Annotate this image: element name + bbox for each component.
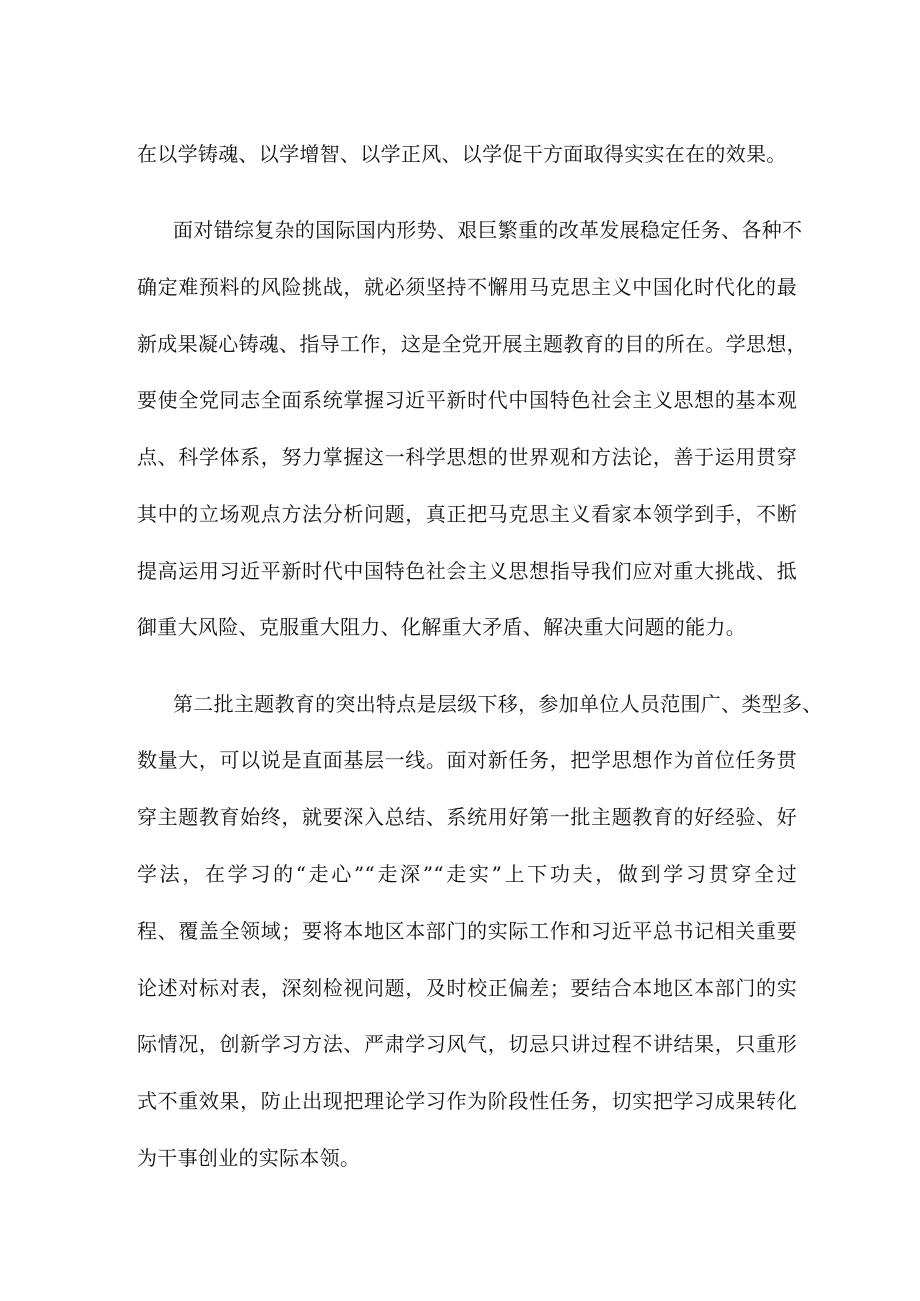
text-line: 提高运用习近平新时代中国特色社会主义思想指导我们应对重大挑战、抵 (137, 559, 797, 583)
text-line: 其中的立场观点方法分析问题，真正把马克思主义看家本领学到手，不断 (137, 502, 797, 526)
text-line: 式不重效果，防止出现把理论学习作为阶段性任务，切实把学习成果转化 (137, 1089, 797, 1113)
text-line: 要使全党同志全面系统掌握习近平新时代中国特色社会主义思想的基本观 (137, 388, 797, 412)
text-line: 面对错综复杂的国际国内形势、艰巨繁重的改革发展稳定任务、各种不 (173, 218, 803, 242)
text-line: 论述对标对表，深刻检视问题，及时校正偏差；要结合本地区本部门的实 (137, 976, 797, 1000)
text-line: 数量大，可以说是直面基层一线。面对新任务，把学思想作为首位任务贯 (137, 748, 797, 772)
text-line: 御重大风险、克服重大阻力、化解重大矛盾、解决重大问题的能力。 (137, 615, 746, 639)
text-line: 第二批主题教育的突出特点是层级下移，参加单位人员范围广、类型多、 (173, 692, 823, 716)
text-line: 际情况，创新学习方法、严肃学习风气，切忌只讲过程不讲结果，只重形 (137, 1032, 797, 1056)
text-line: 确定难预料的风险挑战，就必须坚持不懈用马克思主义中国化时代化的最 (137, 275, 797, 299)
text-line: 点、科学体系，努力掌握这一科学思想的世界观和方法论，善于运用贯穿 (137, 445, 797, 469)
text-line: 在以学铸魂、以学增智、以学正风、以学促干方面取得实实在在的效果。 (137, 142, 787, 166)
text-line: 程、覆盖全领域；要将本地区本部门的实际工作和习近平总书记相关重要 (137, 919, 797, 943)
text-line: 穿主题教育始终，就要深入总结、系统用好第一批主题教育的好经验、好 (137, 805, 797, 829)
text-line: 新成果凝心铸魂、指导工作，这是全党开展主题教育的目的所在。学思想， (137, 332, 807, 356)
text-line: 学法，在学习的“走心”“走深”“走实”上下功夫，做到学习贯穿全过 (137, 862, 797, 886)
text-line: 为干事创业的实际本领。 (137, 1146, 361, 1170)
